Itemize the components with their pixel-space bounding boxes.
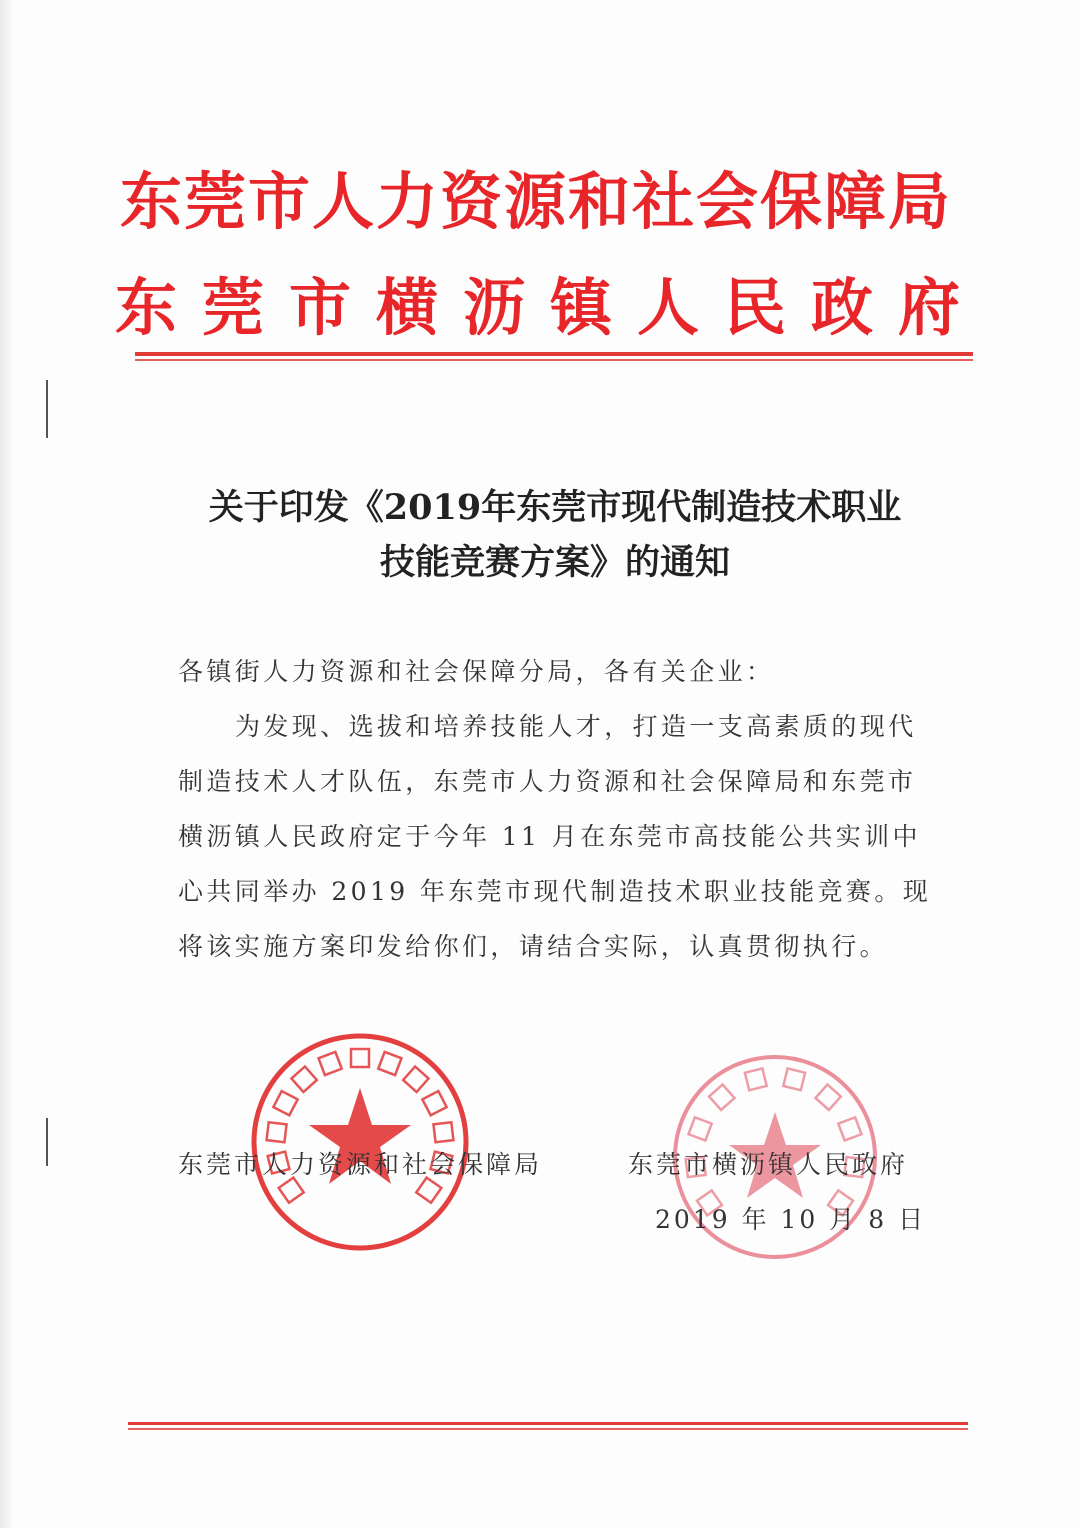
seal-glyph-mark: [273, 1091, 297, 1115]
seal-glyph-mark: [291, 1067, 316, 1092]
seal-glyph-mark: [267, 1122, 287, 1142]
signature-date: 2019 年 10 月 8 日: [655, 1205, 927, 1234]
seal-glyph-mark: [378, 1052, 401, 1075]
seal-glyph-mark: [709, 1085, 734, 1110]
salutation: 各镇街人力资源和社会保障分局，各有关企业：: [178, 657, 775, 686]
seal-glyph-mark: [838, 1117, 861, 1140]
document-title-line-2: 技能竞赛方案》的通知: [379, 542, 730, 583]
document-title-line-1: 关于印发《2019年东莞市现代制造技术职业: [208, 487, 902, 528]
seal-glyph-mark: [351, 1049, 369, 1067]
body-line: 横沥镇人民政府定于今年 11 月在东莞市高技能公共实训中: [178, 822, 921, 851]
footer-rule-thick: [128, 1422, 968, 1425]
seal-glyph-mark: [815, 1085, 840, 1110]
seal-glyph-mark: [416, 1178, 441, 1203]
seal-glyph-mark: [783, 1068, 805, 1090]
seal-glyph-mark: [279, 1178, 304, 1203]
signature-left: 东莞市人力资源和社会保障局: [178, 1150, 543, 1179]
body-line: 为发现、选拔和培养技能人才，打造一支高素质的现代: [235, 712, 917, 741]
body-line: 心共同举办 2019 年东莞市现代制造技术职业技能竞赛。现: [178, 877, 932, 906]
header-rule-thick: [135, 352, 973, 356]
footer-rule-thin: [128, 1428, 968, 1430]
header-rule-thin: [135, 359, 973, 361]
binding-mark: [46, 1118, 48, 1166]
issuer-header-1: 东莞市人力资源和社会保障局: [119, 165, 952, 238]
body-line: 制造技术人才队伍，东莞市人力资源和社会保障局和东莞市: [178, 767, 917, 796]
seal-glyph-mark: [433, 1122, 453, 1142]
signature-right: 东莞市横沥镇人民政府: [628, 1150, 909, 1179]
seal-glyph-mark: [689, 1117, 712, 1140]
body-line: 将该实施方案印发给你们，请结合实际，认真贯彻执行。: [178, 932, 889, 961]
seal-glyph-mark: [745, 1068, 767, 1090]
seal-glyph-mark: [422, 1091, 446, 1115]
seal-glyph-mark: [403, 1067, 428, 1092]
binding-mark: [46, 380, 48, 438]
seal-glyph-mark: [319, 1052, 342, 1075]
seal-hr-bureau: [248, 1030, 472, 1254]
issuer-header-2: 东莞市横沥镇人民政府: [114, 271, 985, 344]
